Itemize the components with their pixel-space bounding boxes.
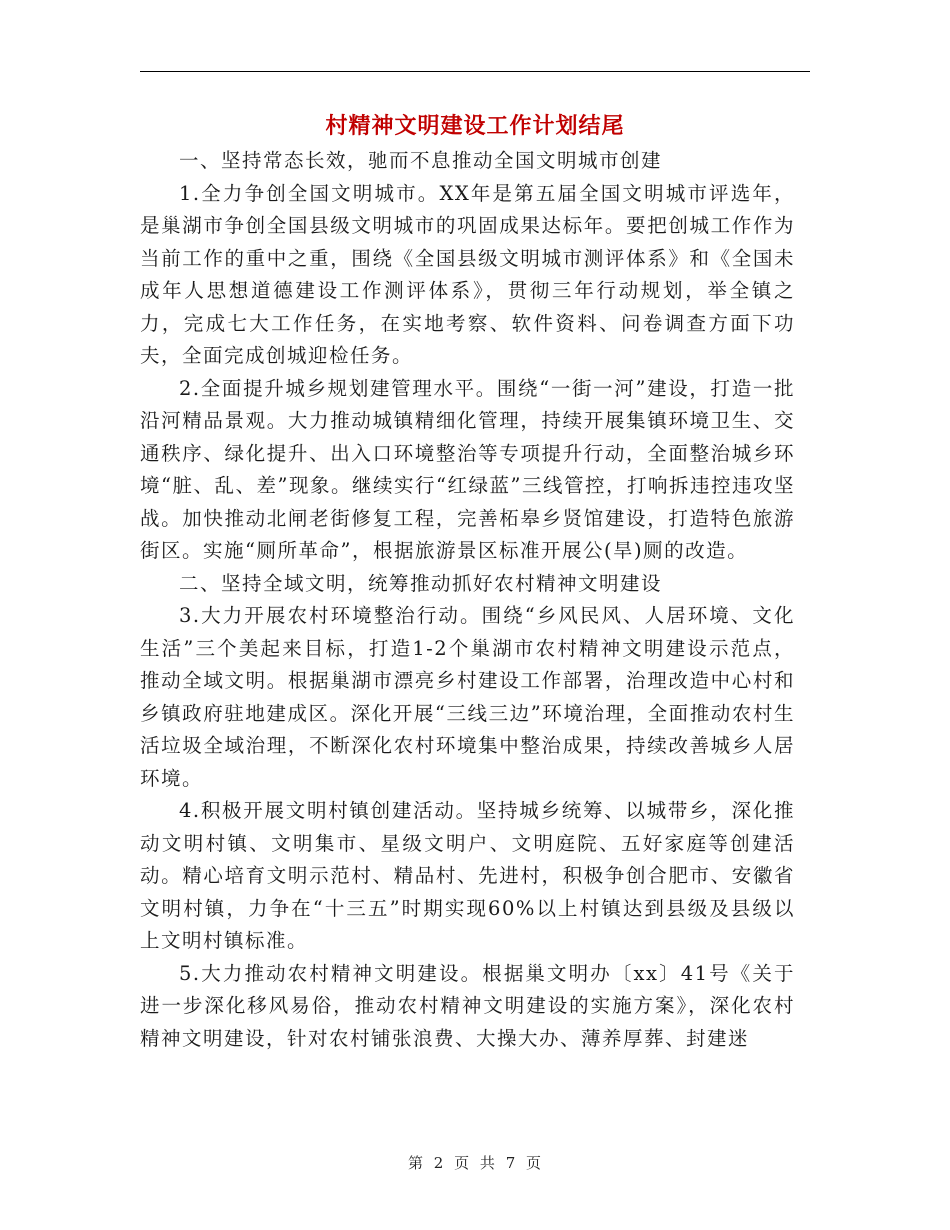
page-footer bbox=[0, 1152, 950, 1173]
paragraph-1: 1.全力争创全国文明城市。XX年是第五届全国文明城市评选年，是巢湖市争创全国县级文明城市的巩固成果达标年。要把创城工作作为当前工作的重中之重，围绕《全国县级文明城市测评体系》和《全国未成年人思想道德建设工作测评体系》，贯彻三年行动规划，举全镇之力，完成七大工作任务，在实地考察、软件资料、问卷调查方面下功夫，全面完成创城迎检任务。 bbox=[140, 181, 795, 367]
paragraph-4: 4.积极开展文明村镇创建活动。坚持城乡统筹、以城带乡，深化推动文明村镇、文明集市、星级文明户、文明庭院、五好家庭等创建活动。精心培育文明示范村、精品村、先进村，积极争创合肥市、安徽省文明村镇，力争在“十三五”时期实现60%以上村镇达到县级及县级以上文明村镇标准。 bbox=[140, 799, 795, 952]
document-body bbox=[140, 145, 795, 1055]
footer-total-prefix: 共 bbox=[479, 1154, 496, 1172]
section-heading-2: 二、坚持全域文明，统筹推动抓好农村精神文明建设 bbox=[179, 571, 663, 595]
paragraph-2: 2.全面提升城乡规划建管理水平。围绕“一街一河”建设，打造一批沿河精品景观。大力推动城镇精细化管理，持续开展集镇环境卫生、交通秩序、绿化提升、出入口环境整治等专项提升行动，全面整治城乡环境“脏、乱、差”现象。继续实行“红绿蓝”三线管控，打响拆违控违攻坚战。加快推动北闸老街修复工程，完善柘皋乡贤馆建设，打造特色旅游街区。实施“厕所革命”，根据旅游景区标准开展公(旱)厕的改造。 bbox=[140, 376, 795, 562]
document-title: 村精神文明建设工作计划结尾 bbox=[325, 113, 625, 139]
header-rule bbox=[140, 71, 810, 72]
footer-page-unit: 页 bbox=[454, 1154, 471, 1172]
current-page-number: 2 bbox=[433, 1154, 445, 1172]
paragraph-3: 3.大力开展农村环境整治行动。围绕“乡风民风、人居环境、文化生活”三个美起来目标，打造1-2个巢湖市农村精神文明建设示范点，推动全域文明。根据巢湖市漂亮乡村建设工作部署，治理改造中心村和乡镇政府驻地建成区。深化开展“三线三边”环境治理，全面推动农村生活垃圾全域治理，不断深化农村环境集中整治成果，持续改善城乡人居环境。 bbox=[140, 604, 795, 790]
footer-prefix: 第 bbox=[407, 1154, 424, 1172]
footer-total-unit: 页 bbox=[526, 1154, 543, 1172]
section-heading-1: 一、坚持常态长效，驰而不息推动全国文明城市创建 bbox=[179, 149, 663, 172]
total-page-count: 7 bbox=[505, 1154, 517, 1172]
paragraph-5: 5.大力推动农村精神文明建设。根据巢文明办〔xx〕41号《关于进一步深化移风易俗，推动农村精神文明建设的实施方案》，深化农村精神文明建设，针对农村铺张浪费、大操大办、薄养厚葬、封建迷 bbox=[140, 961, 795, 1050]
